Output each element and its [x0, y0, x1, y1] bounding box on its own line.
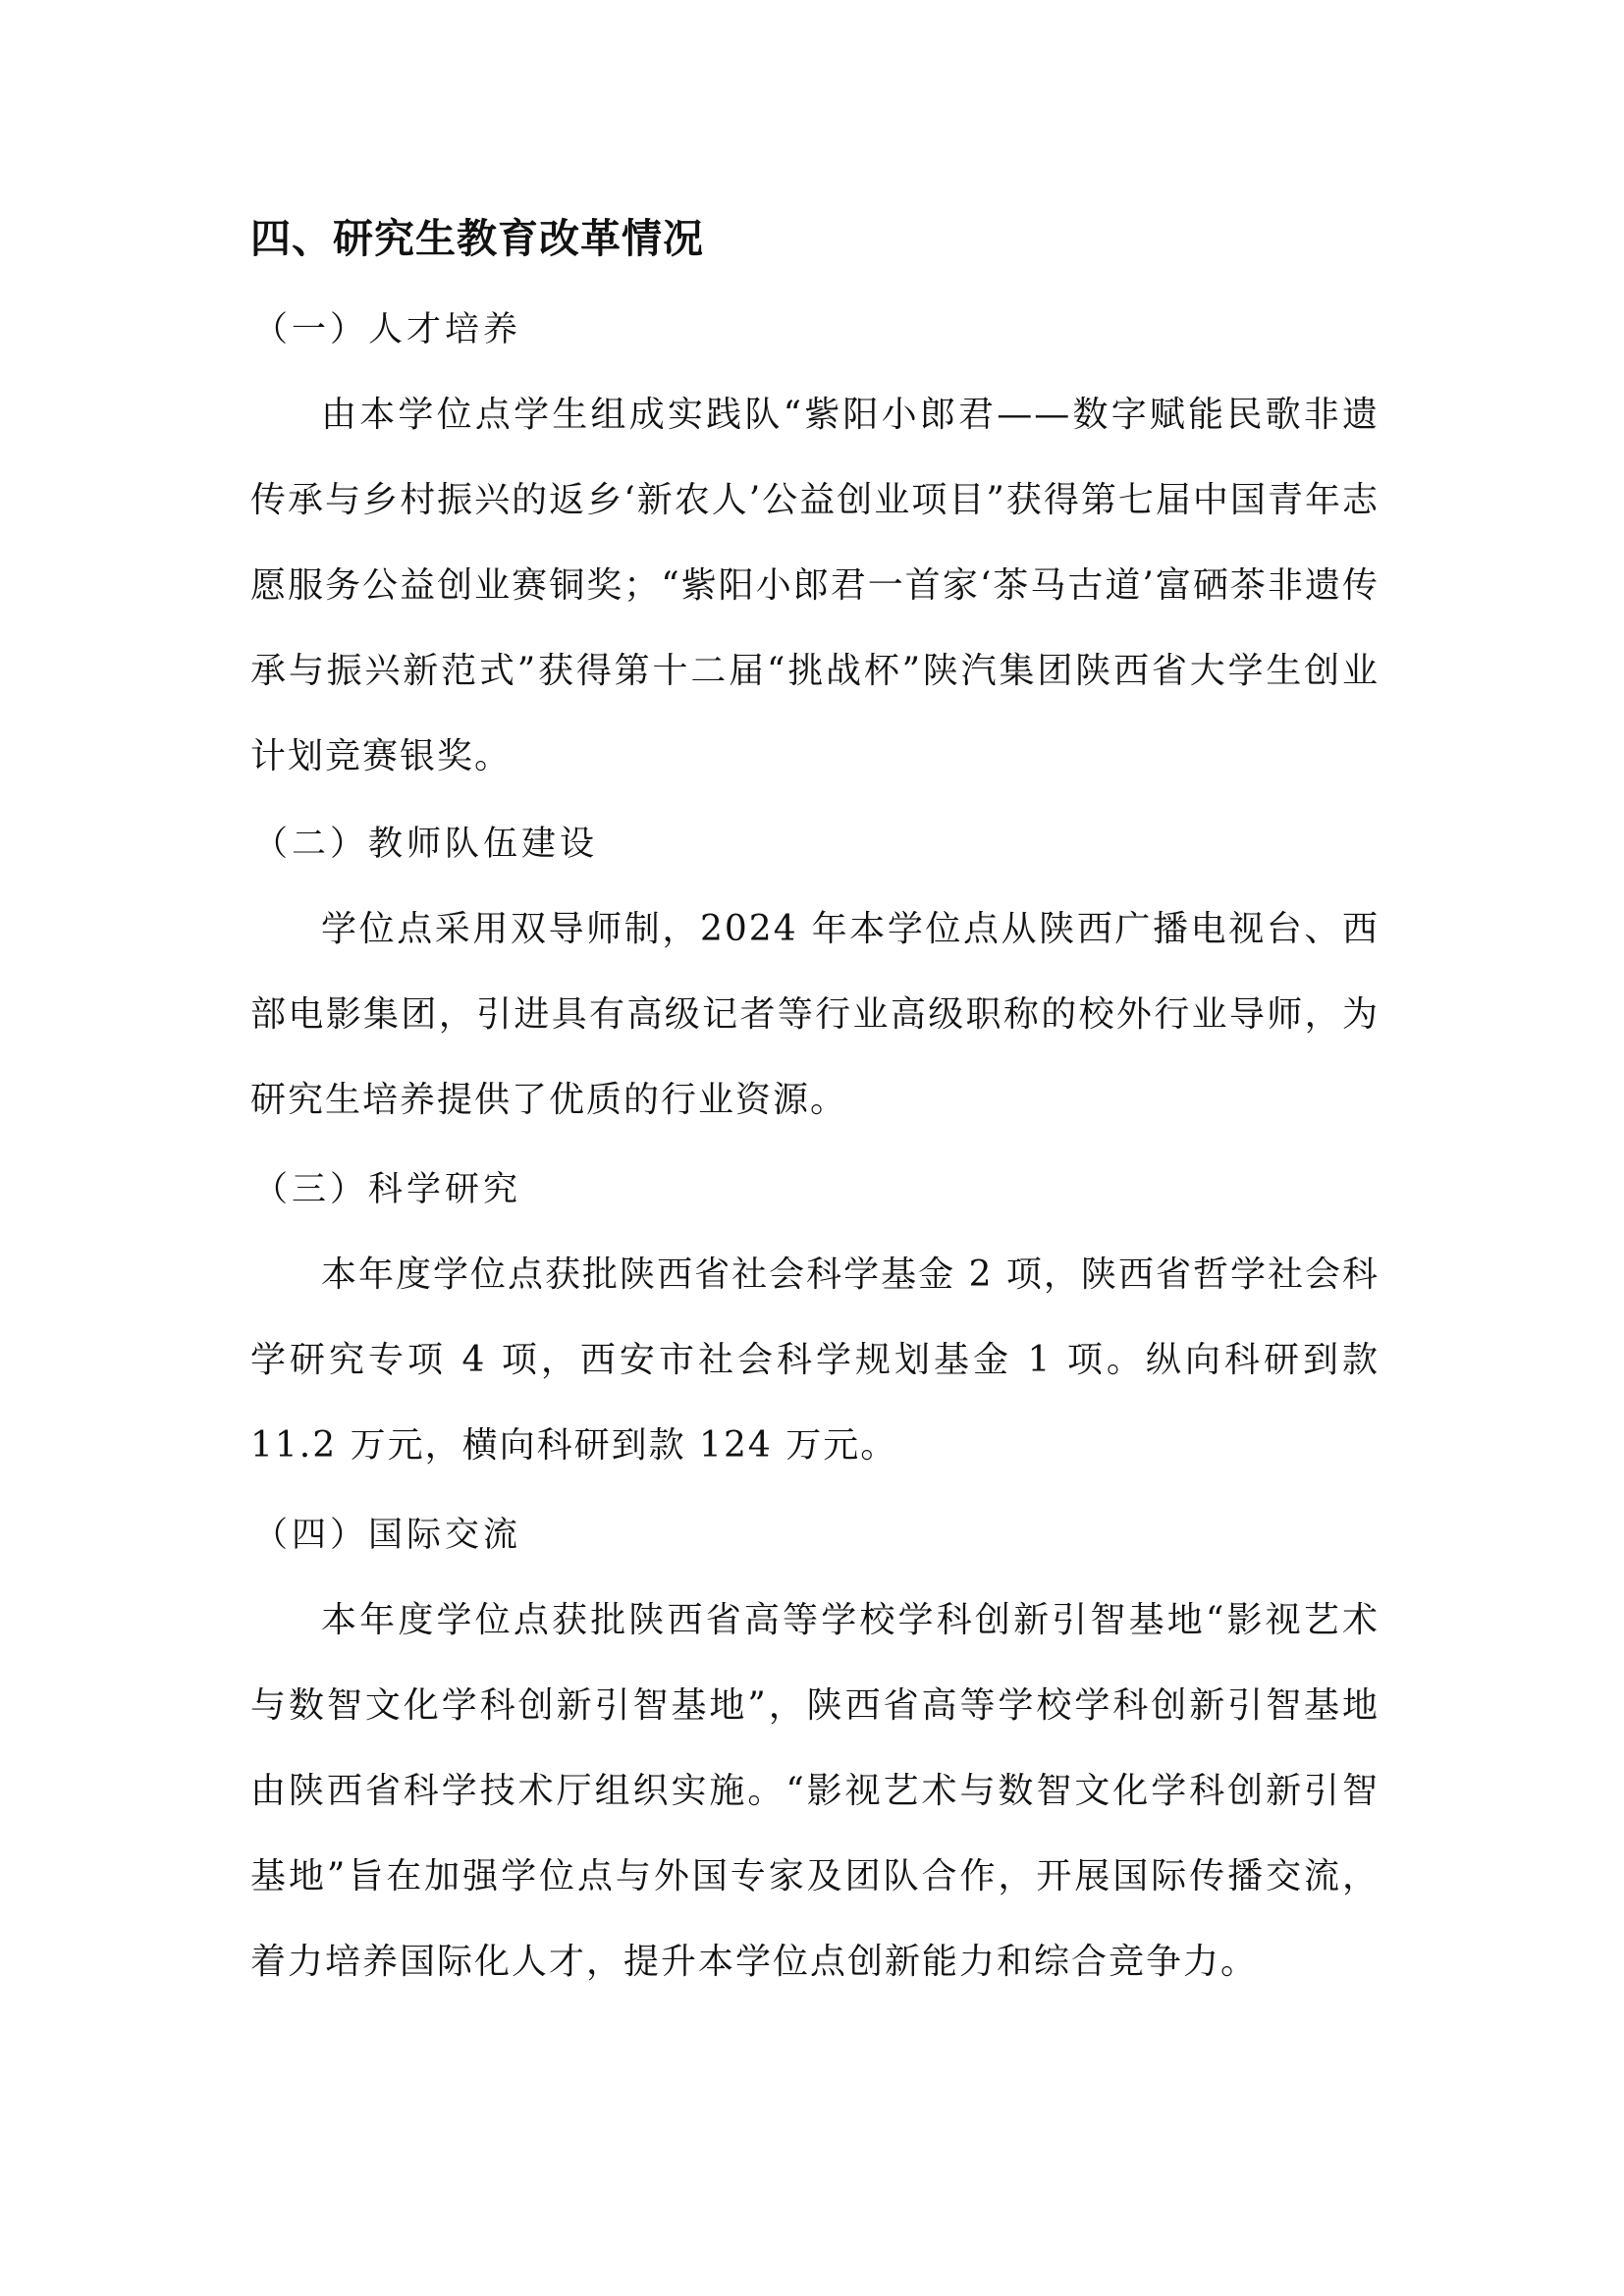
paragraph-faculty-building: 学位点采用双导师制，2024 年本学位点从陕西广播电视台、西部电影集团，引进具有高级记者等行业高级职称的校外行业导师，为研究生培养提供了优质的行业资源。: [250, 909, 1380, 1120]
subheading-faculty-building: （二）教师队伍建设: [253, 825, 599, 864]
paragraph-international-exchange: 本年度学位点获批陕西省高等学校学科创新引智基地“影视艺术与数智文化学科创新引智基地”，陕西省高等学校学科创新引智基地由陕西省科学技术厅组织实施。“影视艺术与数智文化学科创新引智基地”旨在加强学位点与外国专家及团队合作，开展国际传播交流，着力培养国际化人才，提升本学位点创新能力和综合竞争力。: [250, 1600, 1380, 1982]
subheading-research: （三）科学研究: [253, 1170, 522, 1209]
subheading-international-exchange: （四）国际交流: [253, 1516, 522, 1555]
section-heading: 四、研究生教育改革情况: [250, 215, 704, 262]
subheading-talent-training: （一）人才培养: [253, 310, 522, 349]
paragraph-research: 本年度学位点获批陕西省社会科学基金 2 项，陕西省哲学社会科学研究专项 4 项，西安市社会科学规划基金 1 项。纵向科研到款 11.2 万元，横向科研到款 124 万元。: [250, 1255, 1380, 1466]
paragraph-talent-training: 由本学位点学生组成实践队“紫阳小郎君——数字赋能民歌非遗传承与乡村振兴的返乡‘新农人’公益创业项目”获得第七届中国青年志愿服务公益创业赛铜奖；“紫阳小郎君一首家‘茶马古道’富硒茶非遗传承与振兴新范式”获得第十二届“挑战杯”陕汽集团陕西省大学生创业计划竞赛银奖。: [250, 395, 1380, 776]
